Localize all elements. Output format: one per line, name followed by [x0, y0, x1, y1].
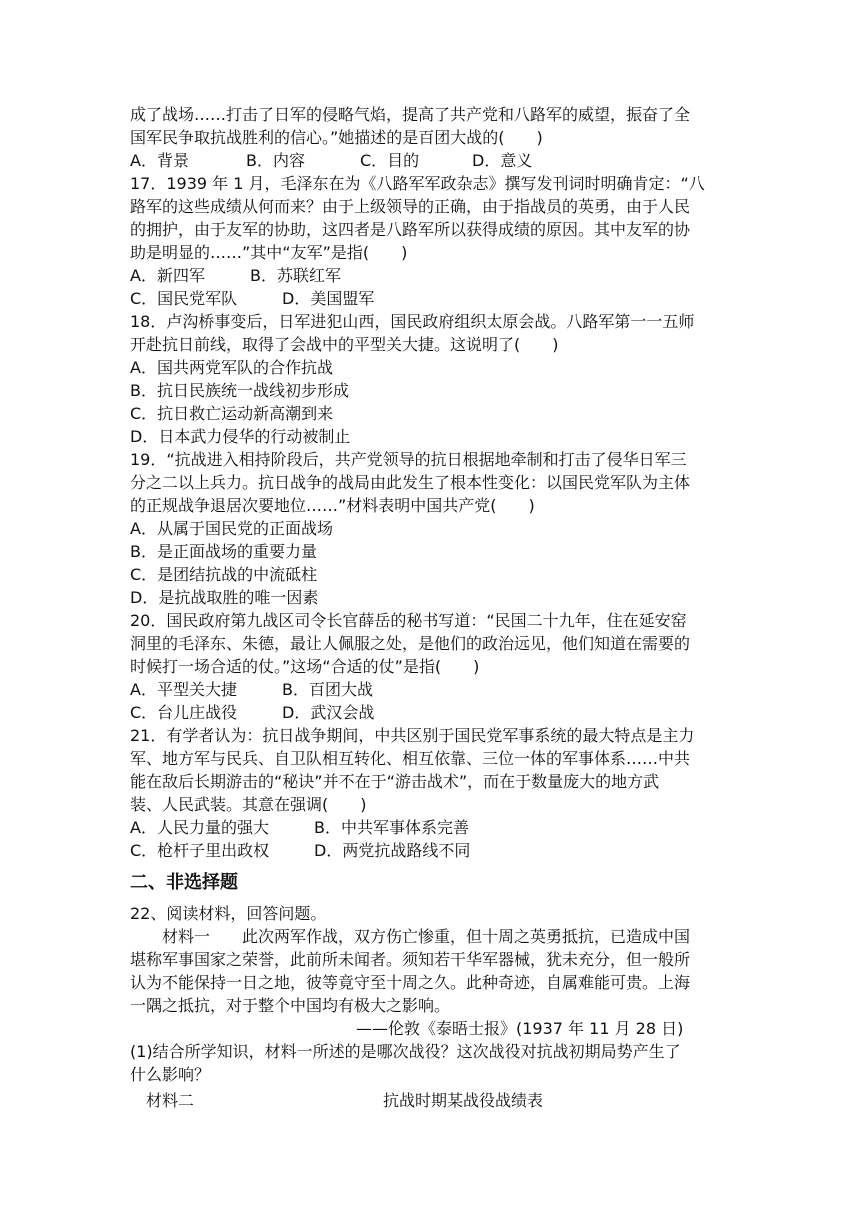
text-line: 路军的这些成绩从何而来？由于上级领导的正确，由于指战员的英勇，由于人民	[130, 197, 691, 216]
text-line: 成了战场……打击了日军的侵略气焰，提高了共产党和八路军的威望，振奋了全	[130, 105, 691, 124]
text-line: 的正规战争退居次要地位……”材料表明中国共产党( )	[130, 496, 535, 515]
text-line: 一隅之抵抗，对于整个中国均有极大之影响。	[130, 996, 451, 1015]
option-b: B．抗日民族统一战线初步形成	[130, 381, 349, 400]
option-a: A．平型关大捷	[130, 680, 237, 699]
section-title: 二、非选择题	[130, 872, 238, 893]
option-a: A．新四军	[130, 266, 205, 285]
option-b: B．内容	[246, 151, 305, 170]
option-a: A．人民力量的强大	[130, 818, 269, 837]
question-17: 17．1939 年 1 月，毛泽东在为《八路军军政杂志》撰写发刊词时明确肯定：“八	[130, 174, 705, 193]
options-row-17a	[130, 265, 341, 287]
option-d: D．意义	[472, 151, 533, 170]
question-19: 19．“抗战进入相持阶段后，共产党领导的抗日根据地牵制和打击了侵华日军三	[130, 450, 687, 469]
option-c: C．目的	[360, 151, 420, 170]
option-a: A．国共两党军队的合作抗战	[130, 358, 333, 377]
text-line: 的拥护，由于友军的协助，这四者是八路军所以获得成绩的原因。其中友军的协	[130, 220, 691, 239]
options-row-21a	[130, 817, 469, 839]
table-caption: 抗战时期某战役战绩表	[383, 1091, 544, 1110]
option-b: B．苏联红军	[250, 266, 341, 285]
options-row-16	[130, 150, 532, 172]
text-line: 能在敌后长期游击的“秘诀”并不在于“游击战术”，而在于数量庞大的地方武	[130, 772, 660, 791]
options-row-21b	[130, 840, 470, 862]
question-22: 22、阅读材料，回答问题。	[130, 904, 327, 923]
option-d: D．武汉会战	[282, 703, 375, 722]
text-line: 分之二以上兵力。抗日战争的战局由此发生了根本性变化：以国民党军队为主体	[130, 473, 691, 492]
sub-question: (1)结合所学知识，材料一所述的是哪次战役？这次战役对抗战初期局势产生了	[130, 1042, 681, 1061]
text-line: 认为不能保持一日之地，彼等竟守至十周之久。此种奇迹，自属难能可贵。上海	[130, 973, 691, 992]
option-d: D．美国盟军	[282, 289, 375, 308]
text-line: 开赴抗日前线，取得了会战中的平型关大捷。这说明了( )	[130, 335, 559, 354]
text-line: 军、地方军与民兵、自卫队相互转化、相互依靠、三位一体的军事体系……中共	[130, 749, 691, 768]
material-two-label: 材料二	[146, 1091, 195, 1110]
text-line: 堪称军事国家之荣誉，此前所未闻者。须知若干华军器械，犹未充分，但一般所	[130, 950, 691, 969]
option-d: D．日本武力侵华的行动被制止	[130, 427, 351, 446]
citation: ——伦敦《泰晤士报》(1937 年 11 月 28 日)	[356, 1019, 684, 1038]
option-b: B．是正面战场的重要力量	[130, 542, 317, 561]
question-18: 18．卢沟桥事变后，日军进犯山西，国民政府组织太原会战。八路军第一一五师	[130, 312, 695, 331]
options-row-20a	[130, 679, 373, 701]
text-line: 洞里的毛泽东、朱德，最让人佩服之处，是他们的政治远见，他们知道在需要的	[130, 634, 691, 653]
options-row-17b	[130, 288, 374, 310]
text-line: 助是明显的……”其中“友军”是指( )	[130, 243, 408, 262]
option-c: C．台儿庄战役	[130, 703, 238, 722]
option-b: B．中共军事体系完善	[314, 818, 469, 837]
option-b: B．百团大战	[282, 680, 373, 699]
option-d: D．两党抗战路线不同	[314, 841, 471, 860]
material-one: 材料一 此次两军作战，双方伤亡惨重，但十周之英勇抵抗，已造成中国	[162, 927, 691, 946]
option-a: A．背景	[130, 151, 189, 170]
option-c: C．枪杆子里出政权	[130, 841, 270, 860]
option-c: C．是团结抗战的中流砥柱	[130, 565, 318, 584]
question-21: 21．有学者认为：抗日战争期间，中共区别于国民党军事系统的最大特点是主力	[130, 726, 695, 745]
option-a: A．从属于国民党的正面战场	[130, 519, 333, 538]
option-d: D．是抗战取胜的唯一因素	[130, 588, 319, 607]
options-row-20b	[130, 702, 374, 724]
text-line: 装、人民武装。其意在强调( )	[130, 795, 367, 814]
option-c: C．抗日救亡运动新高潮到来	[130, 404, 334, 423]
option-c: C．国民党军队	[130, 289, 238, 308]
text-line: 什么影响？	[130, 1065, 211, 1084]
text-line: 时候打一场合适的仗。”这场“合适的仗”是指( )	[130, 657, 480, 676]
text-line: 国军民争取抗战胜利的信心。”她描述的是百团大战的( )	[130, 128, 543, 147]
question-20: 20．国民政府第九战区司令长官薛岳的秘书写道：“民国二十九年，住在延安窑	[130, 611, 687, 630]
